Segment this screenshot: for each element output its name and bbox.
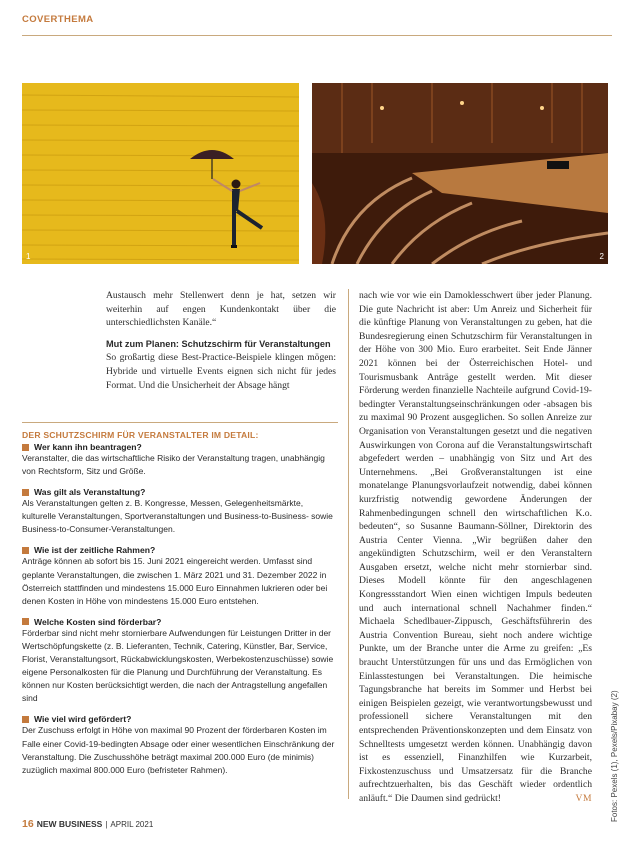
square-bullet-icon [22, 716, 29, 723]
answer-text: Anträge können ab sofort bis 15. Juni 2021 eingereicht werden. Umfasst sind geplante Veranstaltungen, die zwischen 1. März 2021 und 31. Dezember 2022 in Österreich stattfinden und mindestens 15.000 Euro Einnahmen lukrieren oder bei denen Kosten in Höhe von mindestens 15.000 Euro entstehen. [22, 556, 328, 606]
photo-number: 2 [599, 252, 604, 261]
photo-woman-umbrella-illustration [22, 83, 299, 264]
infobox-question [22, 487, 338, 497]
infobox-question [22, 714, 338, 724]
photo-concert-hall [312, 83, 608, 264]
photo-woman-umbrella [22, 83, 299, 264]
square-bullet-icon [22, 547, 29, 554]
infobox-question [22, 617, 338, 627]
infobox-title: DER SCHUTZSCHIRM FÜR VERANSTALTER IM DETAIL: [22, 430, 259, 440]
body-paragraph: Austausch mehr Stellenwert denn je hat, setzen wir weiterhin auf engen Kundenkontakt über die unterschiedlichsten Kanäle.“ [106, 290, 336, 329]
square-bullet-icon [22, 444, 29, 451]
infobox-question [22, 442, 338, 452]
footer-separator: | [105, 820, 108, 829]
page-footer [22, 818, 153, 830]
header-rule [22, 35, 612, 36]
infobox [22, 430, 338, 777]
infobox-question [22, 545, 338, 555]
section-label: COVERTHEMA [22, 14, 94, 25]
left-column [106, 289, 336, 392]
page-number: 16 [22, 818, 34, 830]
magazine-name: NEW BUSINESS [36, 819, 103, 829]
column-divider [348, 289, 349, 799]
photo-credit-text: Fotos: Pexels (1), Pexels/Pixabay (2) [610, 690, 619, 822]
answer-text: Der Zuschuss erfolgt in Höhe von maximal 90 Prozent der förderbaren Kosten im Falle einer Covid-19-bedingten Absage oder einer wesentlichen Einschränkung der Veranstaltung. Die Zuschusshöhe beträgt maximal 200.000 Euro (de minimis) zuzüglich maximal 800.000 Euro (befristeter Rahmen). [22, 725, 335, 775]
right-column [359, 289, 592, 806]
body-paragraph [359, 289, 592, 806]
photo-number: 1 [26, 252, 31, 261]
square-bullet-icon [22, 618, 29, 625]
question-text: Wer kann ihn beantragen? [34, 442, 142, 452]
body-text: nach wie vor wie ein Damoklesschwert über jeder Planung. Die gute Nachricht ist aber: Um Anreiz und Sicherheit für die künftige Planung von Veranstaltungen zu geben, hat die Bundesregierung einen Schutzschirm für Veranstaltungen in der Höhe von 300 Mio. Euro erarbeitet. Seit Ende Jänner 2021 können bei der Österreichischen Hotel- und Tourismusbank Anträge gestellt werden. Mit dieser Förderung werden finanzielle Nachteile aufgrund Covid-19-bedingter Veranstaltungseinschränkungen oder -absagen bis zu maximal 90 Prozent ausgeglichen. So sollen Anreize zur Organisation von Veranstaltungen gesetzt und die negativen Auswirkungen von Corona auf die Veranstaltungswirtschaft abgefedert werden – unabhängig von Sitz und Art des Unternehmens. „Bei Großveranstaltungen ist eine monatelange Planungsvorlaufzeit notwendig, dabei können kurzfristig notwendig gewordene Änderungen der Rahmenbedingungen schnell den wirtschaftlichen K.o. bedeuten“, so Susanne Baumann-Söllner, Direktorin des Austria Center Vienna. „Wir begrüßen daher den angekündigten Schutzschirm, weil er den Veranstaltern Ausgaben ersetzt, welche nicht mehr stornierbar sind. Dieses Modell könnte für den angeschlagenen Kongressstandort Wien einen wichtigen Impuls bedeuten und auch international schnell Nachahmer finden.“ Michaela Schedlbauer-Zippusch, Geschäftsführerin des Austria Convention Bureau, sieht noch andere wichtige Punkte, um der Branche unter die Arme zu greifen: „Es braucht Unterstützungen für uns und das Ermöglichen von Einlasstestungen bei Veranstaltungen. Die heimische Tagungsbranche hat bereits im Sommer und Herbst bei einigen Beispielen gezeigt, wie verantwortungsbewusst und professionell sichere Veranstaltungen mit den entsprechenden Präventionskonzepten und dem Einsatz von Schnelltests umgesetzt werden können. Unabhängig davon ist es essenziell, Finanzhilfen wie Kurzarbeit, Fixkostenzuschuss und Umsatzersatz für die Branche aufrechtzuerhalten, bis das Geschäft wieder ordentlich anläuft.“ Die Daumen sind gedrückt! [359, 290, 592, 804]
photo-concert-hall-illustration [312, 83, 608, 264]
question-text: Wie ist der zeitliche Rahmen? [34, 545, 156, 556]
photo-credit [608, 664, 622, 824]
subheading: Mut zum Planen: Schutzschirm für Veranstaltungen [106, 338, 331, 349]
question-text: Was gilt als Veranstaltung? [34, 487, 146, 498]
infobox-rule [22, 422, 338, 423]
answer-text: Als Veranstaltungen gelten z. B. Kongresse, Messen, Gelegenheitsmärkte, kulturelle Veranstaltungen, Sportveranstaltungen und Business-to-Business- sowie Business-to-Consumer-Veranstaltungen. [22, 498, 333, 535]
square-bullet-icon [22, 489, 29, 496]
body-paragraph: So großartig diese Best-Practice-Beispiele klingen mögen: Hybride und virtuelle Events eignen sich nicht für jedes Format. Und die Unsicherheit der Absage hängt [106, 352, 336, 391]
question-text: Wie viel wird gefördert? [34, 714, 132, 725]
author-signature: VM [575, 792, 592, 804]
issue-date: APRIL 2021 [110, 820, 154, 829]
answer-text: Veranstalter, die das wirtschaftliche Risiko der Veranstaltung tragen, unabhängig von Rechtsform, Sitz und Größe. [22, 453, 325, 477]
answer-text: Förderbar sind nicht mehr stornierbare Aufwendungen für Leistungen Dritter in der Wertschöpfungskette (z. B. Lieferanten, Technik, Catering, Künstler, Bar, Service, Florist, Veranstaltungsort, Rückabwicklungskosten, Werbekostenzuschüsse) sowie eigene Personalkosten für die Planung und Durchführung der Veranstaltung. Es können nur Kosten berücksichtigt werden, die nach der Antragstellung angefallen sind [22, 627, 334, 704]
question-text: Welche Kosten sind förderbar? [34, 616, 162, 627]
